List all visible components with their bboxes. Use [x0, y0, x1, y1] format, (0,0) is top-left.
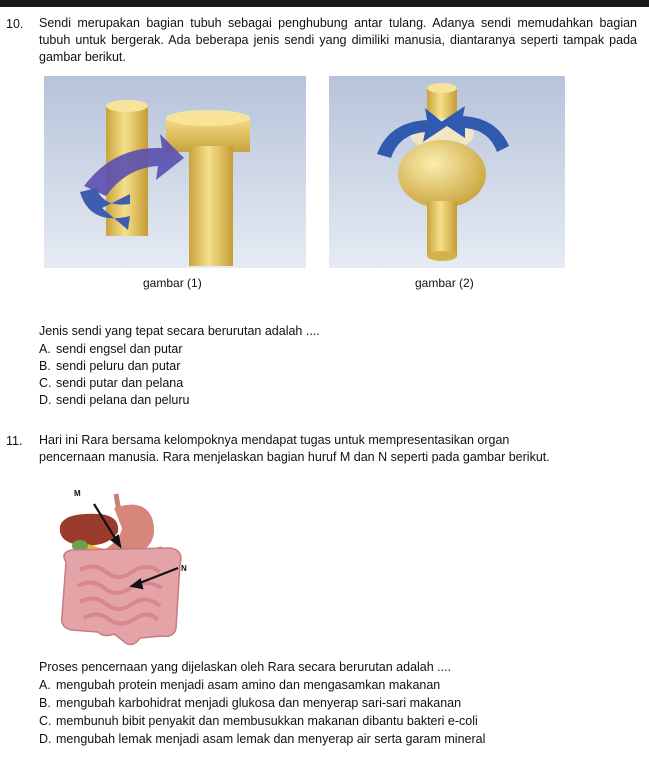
option-letter: B.	[39, 696, 51, 710]
figure-1-background	[44, 76, 306, 268]
option-letter: A.	[39, 342, 51, 356]
question-11-text: Hari ini Rara bersama kelompoknya mendapat tugas untuk mempresentasikan organ pencernaan manusia. Rara menjelaskan bagian huruf M dan N seperti pada gambar berikut.	[39, 433, 550, 464]
figure-2-caption: gambar (2)	[415, 276, 474, 290]
option-text: sendi peluru dan putar	[56, 359, 181, 373]
q10-option-d[interactable]	[39, 392, 189, 409]
q11-option-b[interactable]	[39, 695, 461, 712]
option-text: sendi engsel dan putar	[56, 342, 183, 356]
q10-option-c[interactable]	[39, 375, 183, 392]
option-text: sendi putar dan pelana	[56, 376, 184, 390]
option-text: mengubah lemak menjadi asam lemak dan menyerap air serta garam mineral	[56, 732, 486, 746]
option-letter: D.	[39, 393, 52, 407]
question-10-number: 10.	[6, 17, 24, 31]
figure-1-caption: gambar (1)	[143, 276, 202, 290]
option-text: mengubah protein menjadi asam amino dan mengasamkan makanan	[56, 678, 441, 692]
q10-option-a[interactable]	[39, 341, 182, 358]
option-letter: A.	[39, 678, 51, 692]
option-letter: D.	[39, 732, 52, 746]
option-letter: B.	[39, 359, 51, 373]
joint-figure-2	[329, 76, 565, 268]
option-text: membunuh bibit penyakit dan membusukkan makanan dibantu bakteri e-coli	[56, 714, 478, 728]
digestive-system-figure	[44, 488, 204, 652]
q11-option-c[interactable]	[39, 713, 478, 730]
top-border	[0, 0, 649, 7]
question-10-stem: Jenis sendi yang tepat secara berurutan adalah ....	[39, 324, 320, 338]
q11-option-d[interactable]	[39, 731, 485, 748]
question-11-number: 11.	[6, 434, 23, 448]
option-letter: C.	[39, 376, 52, 390]
large-intestine	[62, 548, 181, 645]
question-10-text: Sendi merupakan bagian tubuh sebagai penghubung antar tulang. Adanya sendi memudahkan bagian tubuh untuk bergerak. Ada beberapa jenis sendi yang dimiliki manusia, diantaranya seperti tampak pada gambar berikut.	[39, 16, 637, 64]
option-letter: C.	[39, 714, 52, 728]
q10-option-b[interactable]	[39, 358, 180, 375]
question-11-stem: Proses pencernaan yang dijelaskan oleh Rara secara berurutan adalah ....	[39, 660, 452, 674]
q11-option-a[interactable]	[39, 677, 440, 694]
joint-figure-1	[44, 76, 306, 268]
option-text: mengubah karbohidrat menjadi glukosa dan menyerap sari-sari makanan	[56, 696, 462, 710]
label-m: M	[74, 489, 81, 498]
option-text: sendi pelana dan peluru	[56, 393, 190, 407]
label-n: N	[181, 564, 187, 573]
